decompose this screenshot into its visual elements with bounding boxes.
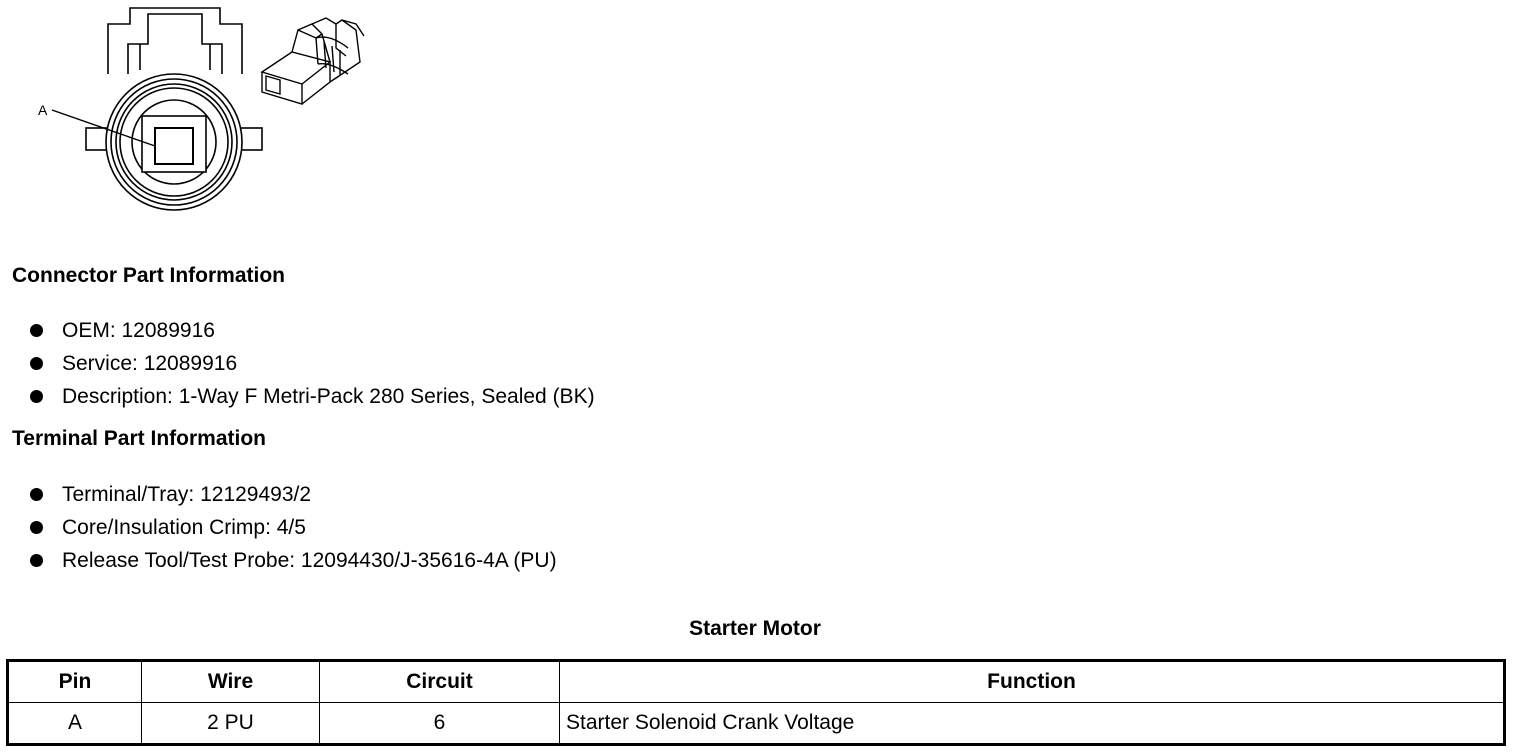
list-item [30,380,595,413]
list-item-text: Description: 1-Way F Metri-Pack 280 Series, Sealed (BK) [62,385,595,408]
connector-latch [108,8,242,74]
cell-wire: 2 PU [142,703,320,745]
list-item [30,347,595,380]
bullet-icon [30,521,43,534]
connector-body [106,74,242,210]
list-item [30,314,595,347]
column-header-wire: Wire [142,661,320,703]
bullet-icon [30,357,43,370]
list-item [30,478,557,511]
callout-label: A [38,102,48,118]
table-header-row [8,661,1505,703]
connector-diagram [30,4,380,218]
list-item-text: OEM: 12089916 [62,319,215,342]
terminal-info-heading: Terminal Part Information [12,427,266,450]
column-header-pin: Pin [8,661,142,703]
terminal-info-list [30,478,557,577]
list-item-text: Release Tool/Test Probe: 12094430/J-35616-4A (PU) [62,549,557,572]
list-item [30,544,557,577]
list-item [30,511,557,544]
table-row [8,703,1505,745]
column-header-function: Function [560,661,1505,703]
cell-pin: A [8,703,142,745]
connector-info-heading: Connector Part Information [12,264,286,287]
connector-isometric [262,18,364,104]
cell-circuit: 6 [320,703,560,745]
connector-info-list [30,314,595,413]
list-item-text: Service: 12089916 [62,352,238,375]
list-item-text: Terminal/Tray: 12129493/2 [62,483,312,506]
pinout-table [6,659,1506,746]
bullet-icon [30,554,43,567]
column-header-circuit: Circuit [320,661,560,703]
bullet-icon [30,390,43,403]
table-title: Starter Motor [689,617,821,640]
bullet-icon [30,488,43,501]
bullet-icon [30,324,43,337]
cell-function: Starter Solenoid Crank Voltage [560,703,1505,745]
list-item-text: Core/Insulation Crimp: 4/5 [62,516,306,539]
